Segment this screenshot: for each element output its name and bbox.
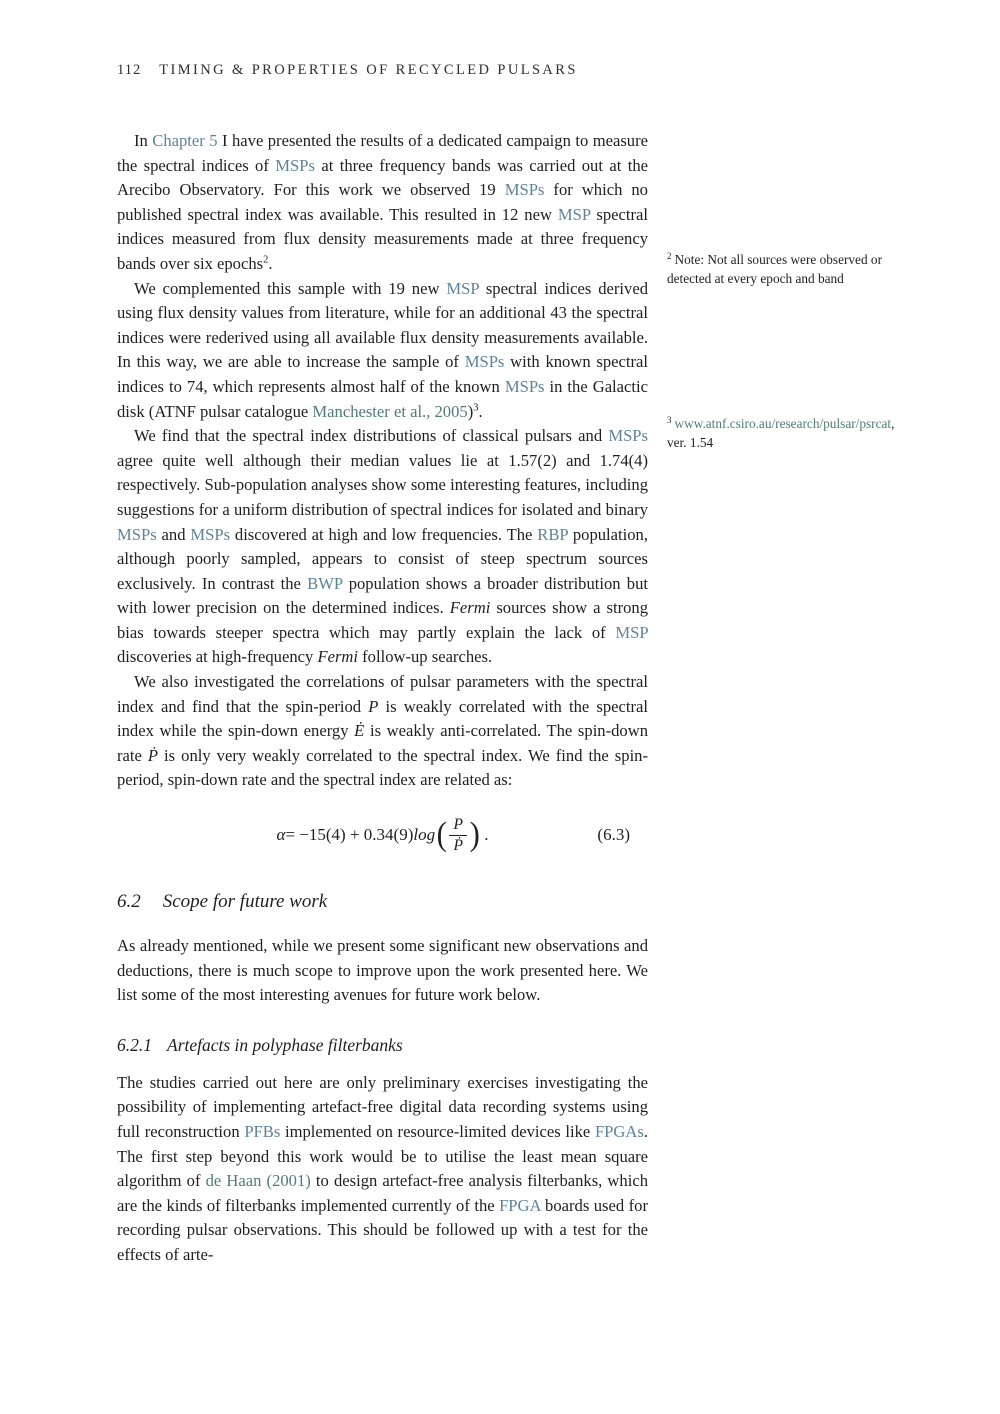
text-run: . The first step beyond this work would be to utilise the least mean square algorithm of <box>117 1122 648 1191</box>
footnote-marker: 3 <box>473 402 479 413</box>
text-run: for which no published spectral index was available. This resulted in 12 new <box>117 180 648 224</box>
text-run: agree quite well although their median values lie at 1.57(2) and 1.74(4) respectively. Sub-population analyses show some interesting features, including suggestions for a uniform distribution of spectral indices for isolated and binary <box>117 450 648 519</box>
ref-link[interactable]: PFBs <box>244 1122 281 1141</box>
text-run: implemented on resource-limited devices like <box>280 1122 595 1141</box>
text-run: I have presented the results of a dedicated campaign to measure the spectral indices of <box>117 131 648 175</box>
ref-link[interactable]: MSP <box>446 278 479 298</box>
equation-middle: = −15(4) + 0.34(9) <box>285 825 414 845</box>
text-run: . <box>268 253 273 273</box>
margin-note-2 <box>667 251 910 289</box>
ref-link[interactable]: RBP <box>537 524 568 544</box>
text-run: We complemented this sample with 19 new <box>134 278 447 298</box>
cite-link[interactable]: de Haan (2001) <box>205 1171 311 1191</box>
ref-link[interactable]: MSPs <box>504 180 545 200</box>
ref-link[interactable]: MSPs <box>504 376 545 396</box>
main-text-column <box>117 129 648 1268</box>
text-run: boards used for recording pulsar observations. This should be followed up with a test for the effects of arte- <box>117 1195 648 1264</box>
page-number: 112 <box>117 62 142 78</box>
emphasized-text: Ė <box>354 721 365 741</box>
text-run: We find that the spectral index distributions of classical pulsars and <box>134 426 609 446</box>
subsection-title: Artefacts in polyphase filterbanks <box>167 1034 403 1055</box>
ref-link[interactable]: MSPs <box>464 352 505 372</box>
ref-link[interactable]: MSPs <box>117 524 157 544</box>
paragraph-filterbanks <box>117 1071 648 1268</box>
paragraph-intro <box>117 129 648 277</box>
ref-link[interactable]: BWP <box>307 573 343 593</box>
running-title: TIMING & PROPERTIES OF RECYCLED PULSARS <box>159 62 578 78</box>
ref-link[interactable]: Chapter 5 <box>152 131 218 150</box>
equation-number: (6.3) <box>597 825 630 845</box>
ref-link[interactable]: MSP <box>615 622 648 642</box>
text-run: is weakly correlated with the spectral index while the spin-down energy <box>117 696 648 741</box>
text-run: sources show a strong bias towards steeper spectra which may partly explain the lack of <box>117 598 648 642</box>
paragraph-correlations <box>117 670 648 793</box>
ref-link[interactable]: MSPs <box>190 524 231 544</box>
emphasized-text: P <box>368 696 379 716</box>
footnote-2-text <box>667 252 882 286</box>
text-run: discovered at high and low frequencies. The <box>230 524 538 544</box>
text-run: As already mentioned, while we present some significant new observations and deductions, there is much scope to improve upon the work presented here. We list some of the most interesting avenues for future work below. <box>117 936 648 1005</box>
text-run: , ver. 1.54 <box>667 416 895 450</box>
equation-alpha: α <box>276 825 286 845</box>
subsection-heading-6-2-1 <box>117 1035 648 1056</box>
equation-log: log <box>413 825 436 845</box>
text-run: with known spectral indices to 74, which represents almost half of the known <box>117 352 649 396</box>
section-heading-6-2 <box>117 891 648 913</box>
text-run: population shows a broader distribution but with lower precision on the determined indices. <box>117 573 649 618</box>
text-run: We also investigated the correlations of pulsar parameters with the spectral index and find that the spin-period <box>117 672 648 716</box>
cite-link[interactable]: Manchester et al., 2005 <box>312 401 468 421</box>
paragraph-distributions <box>117 424 648 670</box>
text-run: spectral indices measured from flux density measurements made at three frequency bands over six epochs <box>117 204 648 273</box>
text-run: and <box>156 524 191 544</box>
text-run: follow-up searches. <box>358 647 493 667</box>
fraction-numerator: P <box>449 816 466 836</box>
paragraph-scope <box>117 934 648 1008</box>
text-run: in the Galactic disk (ATNF pulsar catalogue <box>117 376 648 421</box>
text-run: Note: Not all sources were observed or detected at every epoch and band <box>667 252 883 286</box>
ref-link[interactable]: MSP <box>557 204 591 224</box>
text-run: is weakly anti-correlated. The spin-down rate <box>117 721 648 765</box>
margin-note-3 <box>667 415 910 453</box>
section-number: 6.2 <box>117 891 141 913</box>
text-run: ) <box>467 401 474 421</box>
text-run: The studies carried out here are only preliminary exercises investigating the possibility of implementing artefact-free digital data recording systems using full reconstruction <box>117 1072 648 1141</box>
cite-link[interactable]: www.atnf.csiro.au/research/pulsar/psrcat <box>674 416 892 431</box>
equation <box>117 806 648 864</box>
footnote-3-marker: 3 <box>667 414 672 425</box>
text-run: at three frequency bands was carried out at the Arecibo Observatory. For this work we observed 19 <box>117 155 648 200</box>
section-title: Scope for future work <box>162 891 328 913</box>
open-paren: ( <box>436 816 447 854</box>
footnote-2-marker: 2 <box>667 250 672 261</box>
fraction-denominator: Ṗ <box>453 836 463 854</box>
ref-link[interactable]: MSPs <box>275 155 315 175</box>
text-run: is only very weakly correlated to the spectral index. We find the spin-period, spin-down rate and the spectral index are related as: <box>117 745 648 790</box>
subsection-number: 6.2.1 <box>117 1034 152 1055</box>
ref-link[interactable]: FPGAs <box>594 1122 644 1141</box>
ref-link[interactable]: MSPs <box>608 426 648 446</box>
text-run: discoveries at high-frequency <box>117 647 318 667</box>
fraction <box>449 816 466 855</box>
emphasized-text: Fermi <box>317 647 358 667</box>
text-run: In <box>134 131 153 150</box>
footnote-3-text <box>667 416 894 450</box>
equation-period: . <box>484 825 489 845</box>
text-run: population, although poorly sampled, appears to consist of steep spectrum sources exclusively. In contrast the <box>117 524 648 593</box>
running-header <box>117 62 578 79</box>
paragraph-sample <box>117 277 648 425</box>
ref-link[interactable]: FPGA <box>499 1195 541 1215</box>
text-run: to design artefact-free analysis filterbanks, which are the kinds of filterbanks implemented currently of the <box>117 1171 648 1215</box>
footnote-marker: 2 <box>263 254 269 266</box>
text-run: spectral indices derived using flux density values from literature, while for an additional 43 the spectral indices were rederived using all available flux density measurements available. In this way, we are able to increase the sample of <box>117 278 648 372</box>
emphasized-text: Fermi <box>449 598 491 618</box>
text-run: . <box>478 401 483 421</box>
emphasized-text: Ṗ <box>147 745 159 765</box>
equation-body <box>277 816 489 855</box>
close-paren: ) <box>469 816 480 854</box>
